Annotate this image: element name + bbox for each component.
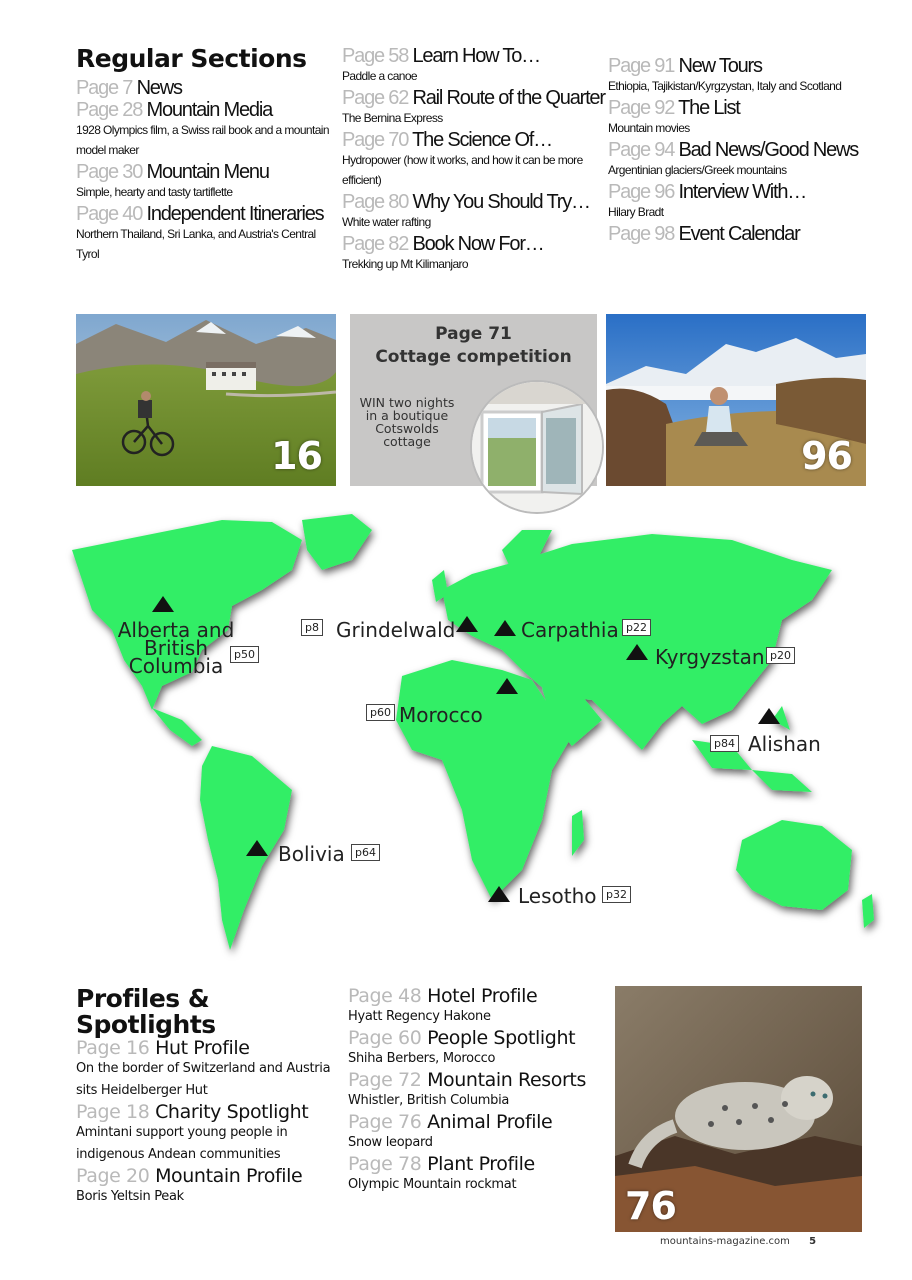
photo-page-number: 96	[801, 434, 852, 478]
place-alberta: Alberta and British Columbia	[117, 618, 235, 678]
section-title: News	[136, 77, 182, 99]
section-title: The List	[678, 97, 740, 119]
regular-col-3	[608, 54, 859, 245]
page-number: Page 78	[348, 1153, 422, 1175]
profiles-col-1	[76, 1038, 338, 1208]
section-title: New Tours	[678, 55, 762, 77]
section-entry[interactable]	[608, 182, 848, 222]
regular-col-1	[76, 76, 338, 264]
section-entry[interactable]	[76, 78, 338, 98]
section-desc: Argentinian glaciers/Greek mountains	[608, 163, 787, 177]
profiles-heading-line1: Profiles &	[76, 984, 210, 1013]
section-desc: Northern Thailand, Sri Lanka, and Austria's Central Tyrol	[76, 227, 316, 261]
profile-title: People Spotlight	[427, 1027, 576, 1049]
regular-sections-heading: Regular Sections	[76, 44, 307, 73]
section-entry[interactable]	[342, 130, 604, 190]
page-tag[interactable]: p32	[602, 886, 631, 903]
section-entry[interactable]	[608, 139, 859, 180]
page-number: Page 91	[608, 55, 675, 77]
cottage-photo	[470, 380, 604, 514]
page-number: Page 94	[608, 139, 675, 161]
competition-text: WIN two nights in a boutique Cotswolds cottage	[359, 395, 455, 449]
page-number: Page 16	[76, 1037, 150, 1059]
section-desc: Trekking up Mt Kilimanjaro	[342, 257, 469, 271]
profile-desc: Boris Yeltsin Peak	[76, 1189, 184, 1204]
place-morocco: Morocco	[399, 703, 483, 727]
profile-desc: Olympic Mountain rockmat	[348, 1177, 517, 1192]
profiles-heading-line2: Spotlights	[76, 1010, 216, 1039]
place-label	[117, 618, 235, 678]
page-number: Page 7	[76, 77, 133, 99]
page-number: Page 70	[342, 129, 409, 151]
section-title: Independent Itineraries	[146, 203, 324, 225]
page-tag[interactable]: p8	[301, 619, 323, 636]
place-grindelwald: Grindelwald	[336, 618, 456, 642]
competition-page: Page 71	[435, 324, 512, 344]
footer	[660, 1236, 816, 1247]
section-entry[interactable]	[342, 192, 604, 232]
section-title: Why You Should Try…	[412, 191, 590, 213]
profile-desc: On the border of Switzerland and Austria sits Heidelberger Hut	[76, 1061, 331, 1098]
page-number: Page 98	[608, 223, 675, 245]
section-title: Mountain Menu	[146, 161, 269, 183]
profile-entry[interactable]	[348, 1155, 610, 1196]
competition-box[interactable]	[350, 314, 597, 486]
page-number: Page 82	[342, 233, 409, 255]
profiles-heading	[76, 986, 216, 1038]
profile-desc: Hyatt Regency Hakone	[348, 1009, 491, 1024]
profile-entry[interactable]	[76, 1039, 338, 1102]
section-title: Interview With…	[678, 181, 807, 203]
page-number: Page 28	[76, 99, 143, 121]
profile-desc: Whistler, British Columbia	[348, 1093, 510, 1108]
page-number: Page 40	[76, 203, 143, 225]
page-number: Page 30	[76, 161, 143, 183]
place-carpathia: Carpathia	[521, 618, 619, 642]
section-title: Book Now For…	[412, 233, 544, 255]
page-tag[interactable]: p64	[351, 844, 380, 861]
place-lesotho: Lesotho	[518, 884, 597, 908]
section-desc: Paddle a canoe	[342, 69, 418, 83]
section-entry[interactable]	[76, 100, 338, 160]
section-entry[interactable]	[342, 234, 604, 274]
section-title: Bad News/Good News	[678, 139, 859, 161]
section-desc: 1928 Olympics film, a Swiss rail book and a mountain model maker	[76, 123, 329, 157]
profile-desc: Amintani support young people in indigenous Andean communities	[76, 1125, 288, 1162]
profile-title: Plant Profile	[427, 1153, 535, 1175]
section-title: The Science Of…	[412, 129, 552, 151]
page-number: Page 62	[342, 87, 409, 109]
profile-title: Animal Profile	[427, 1111, 553, 1133]
section-desc: Simple, hearty and tasty tartiflette	[76, 185, 233, 199]
profile-title: Hut Profile	[155, 1037, 250, 1059]
footer-site[interactable]: mountains-magazine.com	[660, 1236, 790, 1247]
page-number: Page 18	[76, 1101, 150, 1123]
profile-desc: Snow leopard	[348, 1135, 433, 1150]
section-entry[interactable]	[342, 88, 604, 128]
section-entry[interactable]	[76, 204, 338, 264]
competition-title: Cottage competition	[375, 347, 572, 367]
section-title: Event Calendar	[678, 223, 800, 245]
photo-page-number: 16	[271, 434, 322, 478]
profile-title: Hotel Profile	[427, 985, 538, 1007]
profile-entry[interactable]	[348, 1029, 610, 1070]
page-tag[interactable]: p22	[622, 619, 651, 636]
section-desc: White water rafting	[342, 215, 431, 229]
section-entry[interactable]	[342, 46, 604, 86]
section-desc: Mountain movies	[608, 121, 690, 135]
section-title: Mountain Media	[146, 99, 272, 121]
profile-title: Charity Spotlight	[155, 1101, 309, 1123]
profile-entry[interactable]	[348, 1071, 610, 1112]
cottage-window-image	[472, 382, 602, 512]
page-number: Page 80	[342, 191, 409, 213]
profile-title: Mountain Resorts	[427, 1069, 586, 1091]
profile-entry[interactable]	[348, 987, 610, 1028]
photo-page-number: 76	[625, 1184, 676, 1228]
page-number: Page 96	[608, 181, 675, 203]
place-bolivia: Bolivia	[278, 842, 345, 866]
section-entry[interactable]	[608, 224, 848, 244]
section-desc: The Bernina Express	[342, 111, 443, 125]
page-number: Page 92	[608, 97, 675, 119]
section-entry[interactable]	[76, 162, 338, 202]
page-tag[interactable]: p50	[230, 646, 259, 663]
place-alishan: Alishan	[748, 732, 821, 756]
profiles-col-2	[348, 986, 610, 1196]
profile-entry[interactable]	[76, 1103, 338, 1166]
section-title: Rail Route of the Quarter	[412, 87, 605, 109]
section-entry[interactable]	[608, 98, 848, 138]
section-desc: Ethiopia, Tajikistan/Kyrgzystan, Italy and Scotland	[608, 79, 842, 93]
page-number: Page 20	[76, 1165, 150, 1187]
section-title: Learn How To…	[412, 45, 540, 67]
section-entry[interactable]	[608, 56, 848, 96]
section-desc: Hilary Bradt	[608, 205, 664, 219]
page-number: Page 72	[348, 1069, 422, 1091]
page-number: Page 58	[342, 45, 409, 67]
place-kyrgyzstan: Kyrgyzstan	[655, 645, 765, 669]
section-desc: Hydropower (how it works, and how it can be more efficient)	[342, 153, 583, 187]
profile-desc: Shiha Berbers, Morocco	[348, 1051, 496, 1066]
page-tag[interactable]: p84	[710, 735, 739, 752]
page-tag[interactable]: p60	[366, 704, 395, 721]
hut-photo[interactable]	[76, 314, 336, 486]
page-number: Page 48	[348, 985, 422, 1007]
interview-photo[interactable]	[606, 314, 866, 486]
footer-page-number: 5	[809, 1236, 817, 1247]
profile-title: Mountain Profile	[155, 1165, 303, 1187]
page-number: Page 76	[348, 1111, 422, 1133]
page-tag[interactable]: p20	[766, 647, 795, 664]
regular-col-2	[342, 44, 604, 274]
profile-entry[interactable]	[76, 1167, 338, 1208]
page-number: Page 60	[348, 1027, 422, 1049]
snow-leopard-photo[interactable]	[615, 986, 862, 1232]
profile-entry[interactable]	[348, 1113, 610, 1154]
